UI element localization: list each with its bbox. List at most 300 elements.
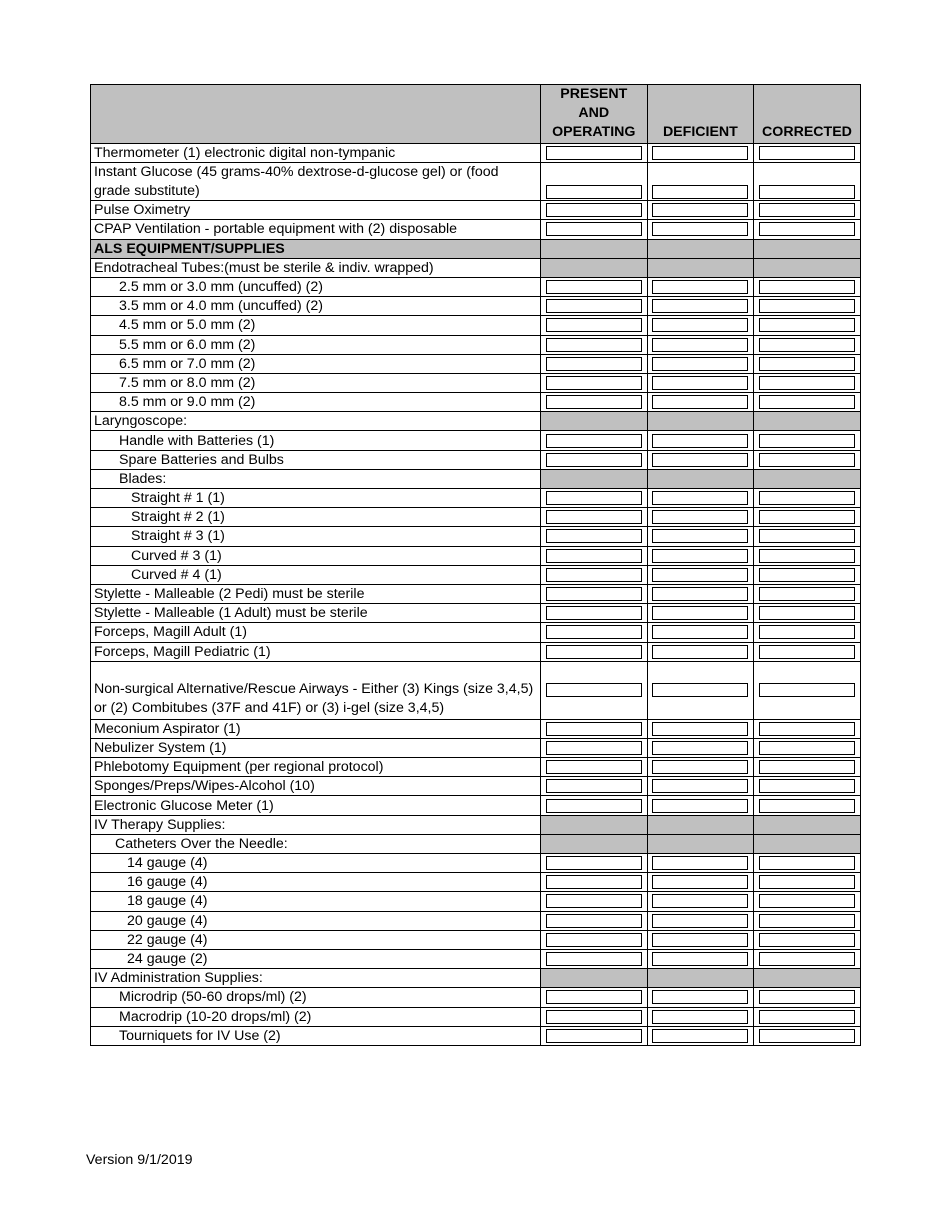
table-row (91, 1026, 861, 1045)
corrected-checkbox[interactable] (759, 510, 855, 524)
corrected-checkbox[interactable] (759, 587, 855, 601)
corrected-checkbox[interactable] (759, 185, 855, 199)
corrected-cell (754, 393, 861, 412)
deficient-checkbox[interactable] (652, 434, 748, 448)
deficient-cell (647, 873, 754, 892)
shaded-cell (754, 969, 861, 988)
item-label: Curved # 4 (1) (91, 565, 541, 584)
corrected-checkbox[interactable] (759, 990, 855, 1004)
shaded-cell (541, 969, 648, 988)
item-label: Phlebotomy Equipment (per regional protocol) (91, 758, 541, 777)
corrected-checkbox[interactable] (759, 280, 855, 294)
deficient-checkbox[interactable] (652, 875, 748, 889)
present-operating-cell (541, 661, 648, 719)
item-label: Stylette - Malleable (1 Adult) must be sterile (91, 604, 541, 623)
present-operating-checkbox[interactable] (546, 376, 642, 390)
corrected-cell (754, 163, 861, 201)
deficient-cell (647, 316, 754, 335)
deficient-cell (647, 508, 754, 527)
table-row (91, 604, 861, 623)
corrected-checkbox[interactable] (759, 146, 855, 160)
header-item-column (91, 85, 541, 144)
present-operating-checkbox[interactable] (546, 645, 642, 659)
present-operating-cell (541, 604, 648, 623)
deficient-checkbox[interactable] (652, 722, 748, 736)
table-row (91, 469, 861, 488)
item-label: 14 gauge (4) (91, 854, 541, 873)
corrected-cell (754, 565, 861, 584)
deficient-cell (647, 758, 754, 777)
deficient-cell (647, 297, 754, 316)
deficient-checkbox[interactable] (652, 529, 748, 543)
present-operating-cell (541, 546, 648, 565)
table-row (91, 527, 861, 546)
corrected-cell (754, 277, 861, 296)
present-operating-cell (541, 988, 648, 1007)
deficient-cell (647, 1007, 754, 1026)
corrected-cell (754, 661, 861, 719)
present-operating-checkbox[interactable] (546, 625, 642, 639)
table-row (91, 508, 861, 527)
table-row (91, 911, 861, 930)
deficient-cell (647, 642, 754, 661)
present-operating-cell (541, 623, 648, 642)
table-row (91, 969, 861, 988)
deficient-cell (647, 1026, 754, 1045)
deficient-cell (647, 220, 754, 239)
corrected-checkbox[interactable] (759, 760, 855, 774)
corrected-cell (754, 220, 861, 239)
corrected-cell (754, 988, 861, 1007)
present-operating-checkbox[interactable] (546, 933, 642, 947)
shaded-cell (754, 469, 861, 488)
item-label: Stylette - Malleable (2 Pedi) must be sterile (91, 584, 541, 603)
corrected-checkbox[interactable] (759, 395, 855, 409)
header-corrected: CORRECTED (754, 85, 861, 144)
item-label: Macrodrip (10-20 drops/ml) (2) (91, 1007, 541, 1026)
deficient-checkbox[interactable] (652, 395, 748, 409)
corrected-cell (754, 584, 861, 603)
table-row (91, 258, 861, 277)
present-operating-checkbox[interactable] (546, 1029, 642, 1043)
present-operating-checkbox[interactable] (546, 146, 642, 160)
present-operating-checkbox[interactable] (546, 491, 642, 505)
table-row (91, 623, 861, 642)
corrected-cell (754, 431, 861, 450)
corrected-checkbox[interactable] (759, 549, 855, 563)
item-label: Pulse Oximetry (91, 201, 541, 220)
table-row (91, 450, 861, 469)
present-operating-cell (541, 489, 648, 508)
item-label: Straight # 2 (1) (91, 508, 541, 527)
corrected-checkbox[interactable] (759, 875, 855, 889)
deficient-checkbox[interactable] (652, 779, 748, 793)
deficient-cell (647, 661, 754, 719)
corrected-checkbox[interactable] (759, 952, 855, 966)
item-label: IV Therapy Supplies: (91, 815, 541, 834)
version-label: Version 9/1/2019 (86, 1152, 193, 1168)
corrected-checkbox[interactable] (759, 799, 855, 813)
corrected-checkbox[interactable] (759, 357, 855, 371)
corrected-checkbox[interactable] (759, 914, 855, 928)
shaded-cell (754, 815, 861, 834)
table-row (91, 565, 861, 584)
present-operating-cell (541, 163, 648, 201)
deficient-checkbox[interactable] (652, 933, 748, 947)
shaded-cell (541, 834, 648, 853)
item-label: 6.5 mm or 7.0 mm (2) (91, 354, 541, 373)
present-operating-checkbox[interactable] (546, 338, 642, 352)
present-operating-cell (541, 930, 648, 949)
deficient-cell (647, 565, 754, 584)
present-operating-cell (541, 220, 648, 239)
present-operating-checkbox[interactable] (546, 760, 642, 774)
table-row (91, 642, 861, 661)
corrected-checkbox[interactable] (759, 453, 855, 467)
corrected-cell (754, 201, 861, 220)
corrected-cell (754, 758, 861, 777)
shaded-cell (647, 469, 754, 488)
corrected-checkbox[interactable] (759, 299, 855, 313)
deficient-cell (647, 144, 754, 163)
shaded-cell (754, 258, 861, 277)
present-operating-checkbox[interactable] (546, 587, 642, 601)
table-row (91, 354, 861, 373)
corrected-cell (754, 719, 861, 738)
present-operating-cell (541, 431, 648, 450)
deficient-checkbox[interactable] (652, 606, 748, 620)
corrected-cell (754, 911, 861, 930)
corrected-cell (754, 642, 861, 661)
deficient-cell (647, 393, 754, 412)
present-operating-checkbox[interactable] (546, 875, 642, 889)
item-label: Nebulizer System (1) (91, 738, 541, 757)
deficient-cell (647, 546, 754, 565)
present-operating-checkbox[interactable] (546, 741, 642, 755)
deficient-checkbox[interactable] (652, 894, 748, 908)
deficient-checkbox[interactable] (652, 741, 748, 755)
deficient-cell (647, 719, 754, 738)
corrected-checkbox[interactable] (759, 645, 855, 659)
item-label: Electronic Glucose Meter (1) (91, 796, 541, 815)
shaded-cell (647, 815, 754, 834)
deficient-checkbox[interactable] (652, 1010, 748, 1024)
deficient-checkbox[interactable] (652, 990, 748, 1004)
corrected-checkbox[interactable] (759, 722, 855, 736)
present-operating-cell (541, 354, 648, 373)
corrected-checkbox[interactable] (759, 222, 855, 236)
deficient-checkbox[interactable] (652, 914, 748, 928)
present-operating-checkbox[interactable] (546, 549, 642, 563)
item-label: IV Administration Supplies: (91, 969, 541, 988)
present-operating-checkbox[interactable] (546, 318, 642, 332)
table-row (91, 163, 861, 201)
item-label: Sponges/Preps/Wipes-Alcohol (10) (91, 777, 541, 796)
corrected-checkbox[interactable] (759, 683, 855, 697)
present-operating-checkbox[interactable] (546, 894, 642, 908)
present-operating-checkbox[interactable] (546, 280, 642, 294)
present-operating-checkbox[interactable] (546, 299, 642, 313)
present-operating-cell (541, 277, 648, 296)
shaded-cell (754, 412, 861, 431)
present-operating-cell (541, 949, 648, 968)
table-row (91, 431, 861, 450)
table-row (91, 949, 861, 968)
deficient-cell (647, 201, 754, 220)
corrected-cell (754, 623, 861, 642)
deficient-checkbox[interactable] (652, 318, 748, 332)
present-operating-checkbox[interactable] (546, 799, 642, 813)
corrected-cell (754, 450, 861, 469)
present-operating-cell (541, 584, 648, 603)
present-operating-cell (541, 892, 648, 911)
table-row (91, 930, 861, 949)
corrected-checkbox[interactable] (759, 529, 855, 543)
corrected-checkbox[interactable] (759, 779, 855, 793)
item-label: 18 gauge (4) (91, 892, 541, 911)
corrected-cell (754, 604, 861, 623)
present-operating-checkbox[interactable] (546, 779, 642, 793)
corrected-cell (754, 354, 861, 373)
deficient-checkbox[interactable] (652, 510, 748, 524)
deficient-checkbox[interactable] (652, 491, 748, 505)
corrected-cell (754, 873, 861, 892)
present-operating-checkbox[interactable] (546, 856, 642, 870)
deficient-checkbox[interactable] (652, 856, 748, 870)
item-label: Curved # 3 (1) (91, 546, 541, 565)
item-label: Non-surgical Alternative/Rescue Airways - Either (3) Kings (size 3,4,5) or (2) Combitubes (37F and 41F) or (3) i-gel (size 3,4,5) (91, 661, 541, 719)
shaded-cell (647, 412, 754, 431)
corrected-cell (754, 892, 861, 911)
present-operating-checkbox[interactable] (546, 990, 642, 1004)
present-operating-cell (541, 1026, 648, 1045)
equipment-checklist-table (90, 84, 861, 1046)
present-operating-cell (541, 144, 648, 163)
table-row (91, 412, 861, 431)
present-operating-cell (541, 508, 648, 527)
present-operating-cell (541, 642, 648, 661)
table-row (91, 393, 861, 412)
deficient-checkbox[interactable] (652, 280, 748, 294)
item-label: 7.5 mm or 8.0 mm (2) (91, 373, 541, 392)
corrected-checkbox[interactable] (759, 434, 855, 448)
corrected-checkbox[interactable] (759, 1010, 855, 1024)
shaded-cell (541, 815, 648, 834)
deficient-cell (647, 335, 754, 354)
item-label: Straight # 1 (1) (91, 489, 541, 508)
item-label: 20 gauge (4) (91, 911, 541, 930)
item-label: 8.5 mm or 9.0 mm (2) (91, 393, 541, 412)
present-operating-checkbox[interactable] (546, 185, 642, 199)
corrected-cell (754, 508, 861, 527)
corrected-checkbox[interactable] (759, 894, 855, 908)
item-label: CPAP Ventilation - portable equipment with (2) disposable (91, 220, 541, 239)
table-row (91, 277, 861, 296)
present-operating-checkbox[interactable] (546, 1010, 642, 1024)
corrected-checkbox[interactable] (759, 203, 855, 217)
table-row (91, 373, 861, 392)
deficient-cell (647, 854, 754, 873)
deficient-checkbox[interactable] (652, 799, 748, 813)
present-operating-cell (541, 911, 648, 930)
deficient-checkbox[interactable] (652, 376, 748, 390)
table-row (91, 661, 861, 719)
header-row (91, 85, 861, 144)
table-row (91, 316, 861, 335)
corrected-cell (754, 546, 861, 565)
present-operating-cell (541, 393, 648, 412)
present-operating-cell (541, 738, 648, 757)
item-label: Laryngoscope: (91, 412, 541, 431)
present-operating-checkbox[interactable] (546, 914, 642, 928)
table-row (91, 892, 861, 911)
corrected-checkbox[interactable] (759, 568, 855, 582)
item-label: Spare Batteries and Bulbs (91, 450, 541, 469)
table-row (91, 546, 861, 565)
present-operating-cell (541, 373, 648, 392)
table-row (91, 297, 861, 316)
shaded-cell (541, 239, 648, 258)
table-row (91, 201, 861, 220)
corrected-cell (754, 854, 861, 873)
corrected-checkbox[interactable] (759, 376, 855, 390)
shaded-cell (647, 258, 754, 277)
deficient-checkbox[interactable] (652, 185, 748, 199)
present-operating-checkbox[interactable] (546, 529, 642, 543)
deficient-checkbox[interactable] (652, 203, 748, 217)
table-row (91, 834, 861, 853)
deficient-cell (647, 373, 754, 392)
corrected-checkbox[interactable] (759, 1029, 855, 1043)
deficient-cell (647, 163, 754, 201)
deficient-cell (647, 949, 754, 968)
corrected-checkbox[interactable] (759, 741, 855, 755)
deficient-cell (647, 988, 754, 1007)
item-label: Thermometer (1) electronic digital non-tympanic (91, 144, 541, 163)
table-row (91, 1007, 861, 1026)
item-label: Forceps, Magill Pediatric (1) (91, 642, 541, 661)
item-label: 5.5 mm or 6.0 mm (2) (91, 335, 541, 354)
corrected-checkbox[interactable] (759, 491, 855, 505)
item-label: 4.5 mm or 5.0 mm (2) (91, 316, 541, 335)
present-operating-cell (541, 758, 648, 777)
deficient-checkbox[interactable] (652, 760, 748, 774)
corrected-cell (754, 930, 861, 949)
corrected-checkbox[interactable] (759, 338, 855, 352)
deficient-checkbox[interactable] (652, 338, 748, 352)
corrected-cell (754, 949, 861, 968)
deficient-checkbox[interactable] (652, 222, 748, 236)
header-and-line: AND (578, 105, 610, 121)
corrected-cell (754, 1007, 861, 1026)
present-operating-checkbox[interactable] (546, 434, 642, 448)
deficient-checkbox[interactable] (652, 549, 748, 563)
present-operating-cell (541, 1007, 648, 1026)
deficient-checkbox[interactable] (652, 625, 748, 639)
item-label: Forceps, Magill Adult (1) (91, 623, 541, 642)
present-operating-cell (541, 527, 648, 546)
corrected-cell (754, 527, 861, 546)
item-label: Meconium Aspirator (1) (91, 719, 541, 738)
table-row (91, 144, 861, 163)
item-label: 2.5 mm or 3.0 mm (uncuffed) (2) (91, 277, 541, 296)
table-row (91, 777, 861, 796)
deficient-cell (647, 527, 754, 546)
present-operating-cell (541, 450, 648, 469)
shaded-cell (647, 834, 754, 853)
deficient-checkbox[interactable] (652, 299, 748, 313)
present-operating-checkbox[interactable] (546, 722, 642, 736)
corrected-cell (754, 777, 861, 796)
item-label: Straight # 3 (1) (91, 527, 541, 546)
deficient-checkbox[interactable] (652, 1029, 748, 1043)
present-operating-cell (541, 873, 648, 892)
deficient-checkbox[interactable] (652, 683, 748, 697)
corrected-checkbox[interactable] (759, 933, 855, 947)
shaded-cell (754, 239, 861, 258)
present-operating-checkbox[interactable] (546, 357, 642, 371)
item-label: Endotracheal Tubes:(must be sterile & indiv. wrapped) (91, 258, 541, 277)
deficient-checkbox[interactable] (652, 645, 748, 659)
table-row (91, 719, 861, 738)
corrected-cell (754, 144, 861, 163)
present-operating-checkbox[interactable] (546, 510, 642, 524)
table-row (91, 854, 861, 873)
present-operating-checkbox[interactable] (546, 568, 642, 582)
present-operating-checkbox[interactable] (546, 203, 642, 217)
shaded-cell (541, 412, 648, 431)
corrected-checkbox[interactable] (759, 606, 855, 620)
item-label: Instant Glucose (45 grams-40% dextrose-d-glucose gel) or (food grade substitute) (91, 163, 541, 201)
deficient-checkbox[interactable] (652, 568, 748, 582)
present-operating-checkbox[interactable] (546, 395, 642, 409)
deficient-checkbox[interactable] (652, 587, 748, 601)
corrected-cell (754, 796, 861, 815)
present-operating-cell (541, 719, 648, 738)
item-label: Blades: (91, 469, 541, 488)
deficient-checkbox[interactable] (652, 146, 748, 160)
deficient-cell (647, 584, 754, 603)
present-operating-checkbox[interactable] (546, 222, 642, 236)
corrected-cell (754, 489, 861, 508)
deficient-cell (647, 489, 754, 508)
deficient-checkbox[interactable] (652, 952, 748, 966)
table-row (91, 873, 861, 892)
present-operating-checkbox[interactable] (546, 453, 642, 467)
corrected-cell (754, 738, 861, 757)
table-row (91, 758, 861, 777)
deficient-checkbox[interactable] (652, 453, 748, 467)
deficient-cell (647, 277, 754, 296)
corrected-checkbox[interactable] (759, 625, 855, 639)
table-row (91, 220, 861, 239)
present-operating-checkbox[interactable] (546, 606, 642, 620)
item-label: 22 gauge (4) (91, 930, 541, 949)
corrected-cell (754, 316, 861, 335)
section-title: ALS EQUIPMENT/SUPPLIES (91, 239, 541, 258)
present-operating-cell (541, 777, 648, 796)
table-row (91, 796, 861, 815)
present-operating-cell (541, 854, 648, 873)
deficient-checkbox[interactable] (652, 357, 748, 371)
corrected-checkbox[interactable] (759, 318, 855, 332)
deficient-cell (647, 911, 754, 930)
present-operating-cell (541, 335, 648, 354)
present-operating-checkbox[interactable] (546, 683, 642, 697)
corrected-checkbox[interactable] (759, 856, 855, 870)
present-operating-checkbox[interactable] (546, 952, 642, 966)
item-label: 3.5 mm or 4.0 mm (uncuffed) (2) (91, 297, 541, 316)
